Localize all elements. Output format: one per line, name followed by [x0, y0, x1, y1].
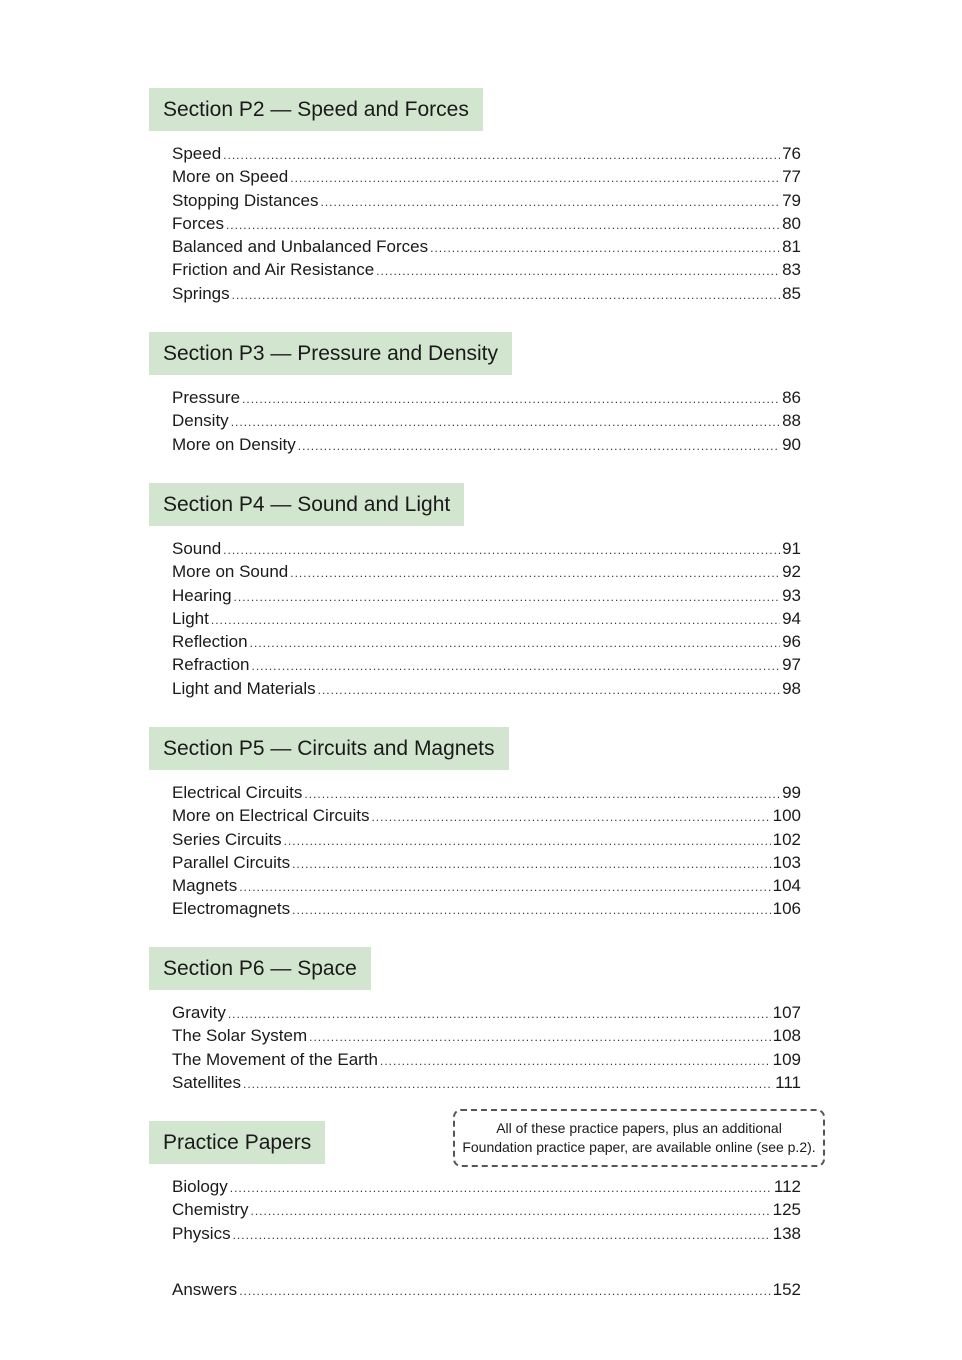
- toc-row[interactable]: [172, 1222, 801, 1245]
- dot-leader: [292, 853, 771, 876]
- toc-row[interactable]: [172, 537, 801, 560]
- entry-title: Series Circuits: [172, 829, 282, 849]
- entry-page: 106: [772, 899, 801, 919]
- entry-title: Biology: [172, 1177, 228, 1196]
- dot-leader: [234, 586, 781, 609]
- note-line-2: Foundation practice paper, are available online (see p.2).: [462, 1139, 816, 1155]
- dot-leader: [304, 783, 780, 806]
- dot-leader: [231, 411, 780, 434]
- toc-row[interactable]: [172, 584, 801, 607]
- entry-title: More on Speed: [172, 167, 289, 187]
- toc-row[interactable]: [172, 630, 801, 653]
- entry-page: 107: [772, 1003, 801, 1022]
- toc-row[interactable]: [172, 1071, 801, 1094]
- entry-title: Forces: [172, 213, 224, 233]
- toc-row[interactable]: [172, 386, 801, 409]
- entry-page: 76: [782, 144, 801, 163]
- toc-row[interactable]: [172, 1048, 801, 1071]
- entry-page: 112: [773, 1177, 801, 1196]
- section-heading: Section P2 — Speed and Forces: [149, 88, 483, 131]
- entry-title: Light: [172, 608, 209, 628]
- dot-leader: [298, 435, 780, 458]
- entry-title: Stopping Distances: [172, 190, 319, 210]
- note-line-1: All of these practice papers, plus an additional: [496, 1120, 782, 1136]
- entry-page: 86: [782, 388, 801, 407]
- entry-title: Refraction: [172, 655, 250, 675]
- dot-leader: [239, 1280, 770, 1303]
- entry-title: The Solar System: [172, 1026, 308, 1046]
- toc-row[interactable]: [172, 212, 801, 235]
- section-heading: Section P4 — Sound and Light: [149, 483, 464, 526]
- toc-row[interactable]: [172, 409, 801, 432]
- entry-title: Satellites: [172, 1072, 241, 1092]
- entry-page: 98: [782, 678, 801, 698]
- dot-leader: [430, 237, 780, 260]
- entry-page: 103: [772, 852, 801, 872]
- entry-page: 88: [782, 411, 801, 431]
- entry-title: Springs: [172, 283, 230, 303]
- toc-row[interactable]: [172, 1175, 801, 1198]
- dot-leader: [223, 144, 780, 167]
- dot-leader: [371, 806, 770, 829]
- entry-title: Sound: [172, 539, 222, 558]
- toc-row[interactable]: [172, 874, 801, 897]
- entry-page: 79: [782, 190, 801, 210]
- entry-page: 77: [782, 167, 801, 187]
- entry-page: 97: [782, 655, 801, 675]
- dot-leader: [292, 899, 771, 922]
- dot-leader: [290, 167, 780, 190]
- entry-title: More on Electrical Circuits: [172, 806, 370, 826]
- entry-title: Electromagnets: [172, 899, 291, 919]
- dot-leader: [232, 284, 780, 307]
- dot-leader: [239, 876, 770, 899]
- section-entries: [149, 781, 801, 921]
- toc-row[interactable]: [172, 189, 801, 212]
- toc-row[interactable]: [172, 235, 801, 258]
- toc-row[interactable]: [172, 897, 801, 920]
- entry-title: Balanced and Unbalanced Forces: [172, 237, 429, 257]
- toc-row[interactable]: [172, 1198, 801, 1221]
- entry-title: More on Density: [172, 434, 296, 454]
- section-entries: [149, 1175, 801, 1245]
- toc-row[interactable]: [172, 560, 801, 583]
- dot-leader: [290, 562, 780, 585]
- dot-leader: [211, 609, 780, 632]
- entry-page: 80: [782, 213, 801, 233]
- toc-row[interactable]: [172, 1024, 801, 1047]
- section-entries: [149, 142, 801, 305]
- entry-title: Light and Materials: [172, 678, 316, 698]
- dot-leader: [228, 1003, 771, 1026]
- entry-title: Parallel Circuits: [172, 852, 291, 872]
- entry-page: 102: [772, 829, 801, 849]
- section-heading: Section P3 — Pressure and Density: [149, 332, 512, 375]
- entry-page: 138: [772, 1223, 801, 1243]
- entry-title: The Movement of the Earth: [172, 1049, 378, 1069]
- dot-leader: [230, 1177, 772, 1200]
- toc-row[interactable]: [172, 781, 801, 804]
- dot-leader: [320, 191, 780, 214]
- toc-row[interactable]: [172, 653, 801, 676]
- entry-page: 152: [772, 1280, 801, 1299]
- dot-leader: [318, 679, 780, 702]
- entry-title: More on Sound: [172, 562, 289, 582]
- toc-section: [149, 483, 801, 700]
- dot-leader: [380, 1050, 771, 1073]
- entry-page: 111: [775, 1072, 801, 1092]
- dot-leader: [376, 260, 780, 283]
- dot-leader: [309, 1026, 771, 1049]
- section-heading: Section P5 — Circuits and Magnets: [149, 727, 509, 770]
- entry-page: 96: [782, 632, 801, 652]
- toc-row[interactable]: [172, 258, 801, 281]
- toc-row[interactable]: [172, 165, 801, 188]
- entry-page: 92: [782, 562, 801, 582]
- entry-title: Friction and Air Resistance: [172, 260, 375, 280]
- entry-page: 83: [782, 260, 801, 280]
- entry-title: Gravity: [172, 1003, 226, 1022]
- dot-leader: [251, 1200, 771, 1223]
- toc-row[interactable]: [172, 804, 801, 827]
- entry-page: 91: [782, 539, 801, 558]
- entry-page: 81: [782, 237, 801, 257]
- dot-leader: [243, 1073, 773, 1096]
- entry-page: 100: [772, 806, 801, 826]
- toc-row[interactable]: [172, 677, 801, 700]
- entry-page: 104: [772, 876, 801, 896]
- entry-page: 90: [782, 434, 801, 454]
- entry-title: Physics: [172, 1223, 231, 1243]
- dot-leader: [242, 388, 780, 411]
- entry-title: Hearing: [172, 585, 232, 605]
- entry-page: 99: [782, 783, 801, 802]
- entry-title: Reflection: [172, 632, 248, 652]
- section-heading: Practice Papers: [149, 1121, 325, 1164]
- toc-row[interactable]: [172, 142, 801, 165]
- toc-row[interactable]: [172, 607, 801, 630]
- entry-title: Magnets: [172, 876, 238, 896]
- dot-leader: [251, 655, 780, 678]
- toc-row[interactable]: [172, 1001, 801, 1024]
- entry-page: 125: [772, 1200, 801, 1220]
- toc-section: [149, 332, 801, 456]
- section-entries: [149, 1001, 801, 1094]
- toc-row-answers[interactable]: [172, 1278, 801, 1301]
- toc-row[interactable]: [172, 828, 801, 851]
- entry-title: Pressure: [172, 388, 241, 407]
- dot-leader: [233, 1224, 771, 1247]
- dot-leader: [223, 539, 780, 562]
- online-papers-note: [453, 1109, 825, 1167]
- entry-title: Density: [172, 411, 229, 431]
- toc-row[interactable]: [172, 851, 801, 874]
- section-entries: [149, 537, 801, 700]
- entry-title: Chemistry: [172, 1200, 249, 1220]
- toc-section: [149, 727, 801, 921]
- entry-page: 94: [782, 608, 801, 628]
- entry-page: 108: [772, 1026, 801, 1046]
- answers-entry: [149, 1278, 801, 1301]
- toc-row[interactable]: [172, 282, 801, 305]
- toc-section: [149, 88, 801, 305]
- entry-title: Speed: [172, 144, 222, 163]
- section-entries: [149, 386, 801, 456]
- dot-leader: [284, 830, 771, 853]
- entry-page: 109: [772, 1049, 801, 1069]
- section-heading: Section P6 — Space: [149, 947, 371, 990]
- entry-title: Answers: [172, 1280, 238, 1299]
- entry-page: 93: [782, 585, 801, 605]
- dot-leader: [250, 632, 780, 655]
- toc-section: [149, 947, 801, 1094]
- entry-page: 85: [782, 283, 801, 303]
- dot-leader: [226, 214, 780, 237]
- toc-row[interactable]: [172, 433, 801, 456]
- entry-title: Electrical Circuits: [172, 783, 303, 802]
